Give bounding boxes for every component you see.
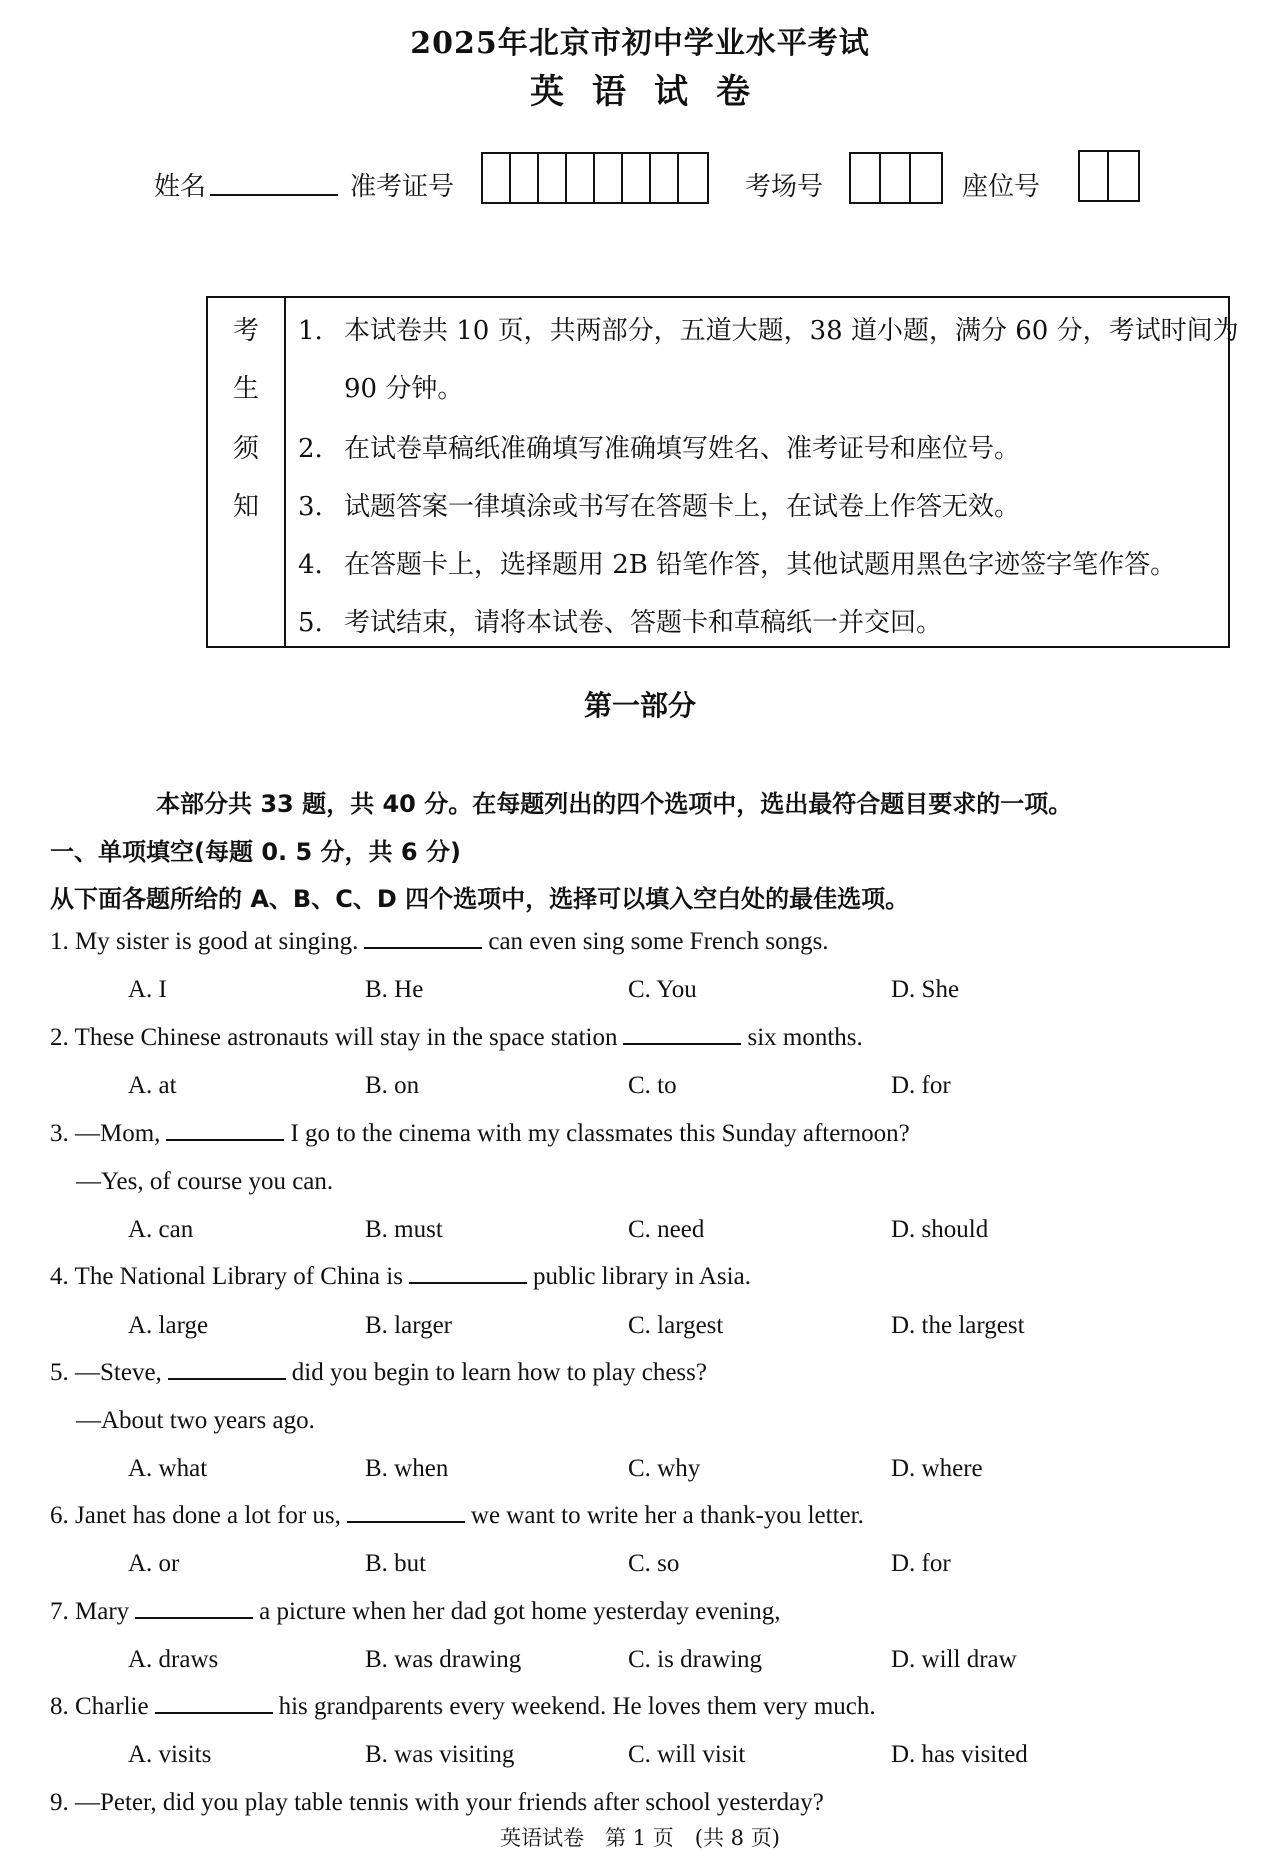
candidate-notice-box	[206, 296, 1239, 648]
notice-side-char: 考	[232, 316, 259, 346]
answer-blank[interactable]	[347, 1503, 465, 1523]
room-label: 考场号	[745, 172, 824, 202]
answer-blank[interactable]	[166, 1121, 284, 1141]
notice-line: 1. 本试卷共 10 页，共两部分，五道大题，38 道小题，满分 60 分，考试时间为	[298, 316, 1239, 346]
notice-side-char: 须	[232, 434, 259, 464]
notice-side-char: 知	[232, 492, 259, 522]
option-a[interactable]: A. large	[128, 1312, 209, 1339]
option-a[interactable]: A. at	[128, 1072, 177, 1099]
exam-id-boxes[interactable]	[481, 152, 709, 204]
answer-blank[interactable]	[623, 1025, 741, 1045]
question-2: 2. These Chinese astronauts will stay in the space station six months.	[50, 1024, 863, 1051]
option-a[interactable]: A. visits	[128, 1741, 212, 1768]
notice-line: 2. 在试卷草稿纸准确填写准确填写姓名、准考证号和座位号。	[298, 434, 1021, 464]
question-3-reply: —Yes, of course you can.	[76, 1168, 334, 1195]
part-intro: 本部分共 33 题，共 40 分。在每题列出的四个选项中，选出最符合题目要求的一项。	[156, 790, 1073, 818]
option-b[interactable]: B. but	[365, 1550, 427, 1577]
answer-blank[interactable]	[364, 929, 482, 949]
option-b[interactable]: B. was drawing	[365, 1646, 522, 1673]
subtitle-char: 试	[654, 72, 688, 112]
section-instruction: 从下面各题所给的 A、B、C、D 四个选项中，选择可以填入空白处的最佳选项。	[50, 885, 910, 913]
room-number-boxes[interactable]	[849, 152, 943, 204]
notice-line: 3. 试题答案一律填涂或书写在答题卡上，在试卷上作答无效。	[298, 492, 1021, 522]
question-3: 3. —Mom, I go to the cinema with my classmates this Sunday afternoon?	[50, 1120, 910, 1147]
option-a[interactable]: A. or	[128, 1550, 180, 1577]
option-c[interactable]: C. so	[628, 1550, 680, 1577]
option-c[interactable]: C. need	[628, 1216, 705, 1243]
question-5: 5. —Steve, did you begin to learn how to play chess?	[50, 1359, 707, 1386]
answer-blank[interactable]	[155, 1694, 273, 1714]
option-d[interactable]: D. for	[891, 1550, 951, 1577]
question-8: 8. Charlie his grandparents every weekend. He loves them very much.	[50, 1693, 876, 1720]
option-b[interactable]: B. larger	[365, 1312, 453, 1339]
option-d[interactable]: D. should	[891, 1216, 989, 1243]
option-d[interactable]: D. where	[891, 1455, 983, 1482]
option-a[interactable]: A. what	[128, 1455, 208, 1482]
option-b[interactable]: B. must	[365, 1216, 443, 1243]
option-c[interactable]: C. is drawing	[628, 1646, 763, 1673]
seat-number-boxes[interactable]	[1078, 150, 1140, 202]
answer-blank[interactable]	[135, 1599, 253, 1619]
notice-side-char: 生	[232, 374, 259, 404]
question-7: 7. Mary a picture when her dad got home yesterday evening,	[50, 1598, 781, 1625]
option-d[interactable]: D. for	[891, 1072, 951, 1099]
question-9: 9. —Peter, did you play table tennis with your friends after school yesterday?	[50, 1789, 824, 1816]
option-d[interactable]: D. has visited	[891, 1741, 1028, 1768]
subtitle-char: 语	[592, 72, 626, 112]
answer-blank[interactable]	[168, 1360, 286, 1380]
option-b[interactable]: B. He	[365, 976, 424, 1003]
option-a[interactable]: A. I	[128, 976, 167, 1003]
name-field[interactable]	[210, 194, 338, 196]
option-c[interactable]: C. to	[628, 1072, 677, 1099]
option-b[interactable]: B. was visiting	[365, 1741, 515, 1768]
option-b[interactable]: B. when	[365, 1455, 449, 1482]
notice-line: 90 分钟。	[344, 374, 464, 404]
answer-blank[interactable]	[409, 1264, 527, 1284]
option-c[interactable]: C. largest	[628, 1312, 724, 1339]
notice-side-label	[208, 298, 286, 646]
option-c[interactable]: C. You	[628, 976, 697, 1003]
question-6: 6. Janet has done a lot for us, we want to write her a thank-you letter.	[50, 1502, 864, 1529]
subtitle-char: 英	[530, 72, 564, 112]
part-title: 第一部分	[583, 689, 696, 722]
option-d[interactable]: D. She	[891, 976, 960, 1003]
option-a[interactable]: A. draws	[128, 1646, 219, 1673]
page-footer: 英语试卷 第 1 页 (共 8 页)	[500, 1826, 780, 1850]
option-c[interactable]: C. why	[628, 1455, 701, 1482]
exam-id-label: 准考证号	[350, 172, 455, 202]
seat-label: 座位号	[962, 172, 1041, 202]
subtitle-char: 卷	[716, 72, 750, 112]
option-d[interactable]: D. will draw	[891, 1646, 1017, 1673]
exam-title: 2025年北京市初中学业水平考试	[410, 26, 870, 61]
paper-subtitle	[0, 64, 1280, 113]
question-5-reply: —About two years ago.	[76, 1407, 315, 1434]
section-title: 一、单项填空(每题 0. 5 分，共 6 分)	[50, 838, 461, 866]
question-4: 4. The National Library of China is public library in Asia.	[50, 1263, 751, 1290]
notice-line: 5. 考试结束，请将本试卷、答题卡和草稿纸一并交回。	[298, 608, 943, 638]
name-label: 姓名	[154, 172, 207, 202]
option-b[interactable]: B. on	[365, 1072, 420, 1099]
option-d[interactable]: D. the largest	[891, 1312, 1025, 1339]
question-1: 1. My sister is good at singing. can even sing some French songs.	[50, 928, 829, 955]
option-c[interactable]: C. will visit	[628, 1741, 746, 1768]
option-a[interactable]: A. can	[128, 1216, 194, 1243]
notice-line: 4. 在答题卡上，选择题用 2B 铅笔作答，其他试题用黑色字迹签字笔作答。	[298, 550, 1177, 580]
